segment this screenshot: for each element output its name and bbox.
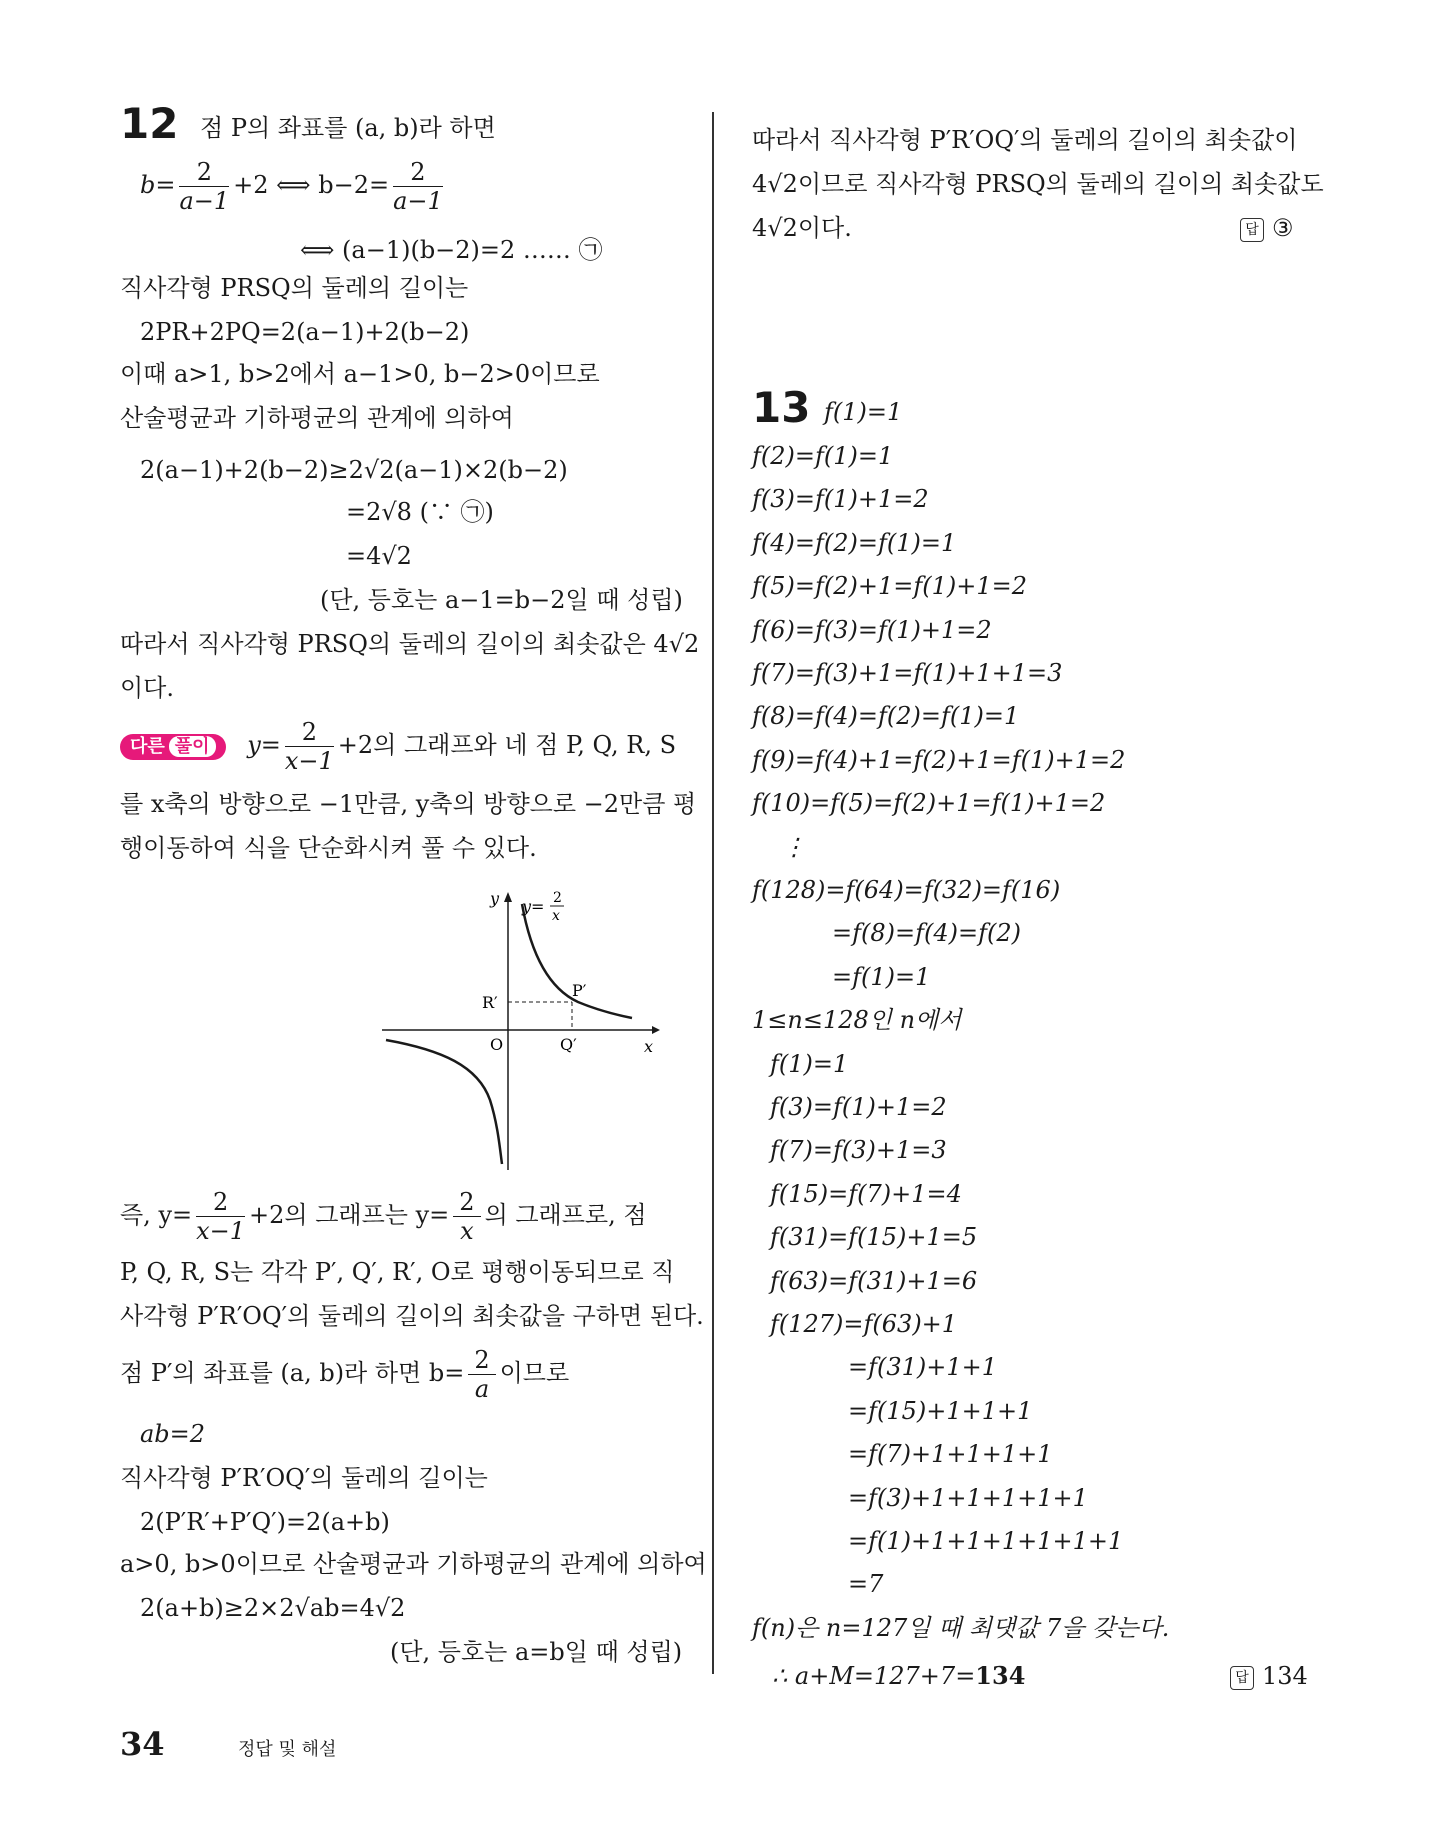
q12-perimeter: 2PR+2PQ=2(a−1)+2(b−2) <box>140 318 470 346</box>
q12-equation-1: b= $\frac{2}{a-1}$ +2 ⟺ b−2= $\frac{2}{a-1}$ <box>140 158 443 215</box>
q13-line: f(8)=f(4)=f(2)=f(1)=1 <box>752 702 1020 730</box>
fraction: $\frac{2}{x-1}$ <box>196 1188 246 1245</box>
alt-solution-badge: 다른 풀이 <box>120 734 226 760</box>
q13-line: f(5)=f(2)+1=f(1)+1=2 <box>752 572 1027 600</box>
curve-label-num: 2 <box>553 890 562 906</box>
fraction: $\frac{2}{x-1}$ <box>284 718 334 775</box>
q13-line: =f(3)+1+1+1+1+1 <box>848 1484 1088 1512</box>
translation-line: 즉, y= $\frac{2}{x-1}$ +2의 그래프는 y= $\frac{2}{x}$ 의 그래프로, 점 <box>120 1188 647 1245</box>
q12-inequality-3: =4√2 <box>346 542 412 570</box>
question-12-number: 12 <box>120 99 179 148</box>
x-axis-arrow <box>652 1026 660 1034</box>
y-axis-label: y <box>490 890 500 908</box>
q12-conclusion-end: 이다. <box>120 674 174 702</box>
q12-final-3: 4√2이다. <box>752 214 852 242</box>
q13-line: f(3)=f(1)+1=2 <box>752 485 929 513</box>
q13-line: =f(31)+1+1 <box>848 1353 998 1381</box>
q13-line: f(2)=f(1)=1 <box>752 442 894 470</box>
hyperbola-branch-right <box>522 904 632 1018</box>
q12-inequality: 2(a−1)+2(b−2)≥2√2(a−1)×2(b−2) <box>140 456 568 484</box>
q13-line: f(n)은 n=127일 때 최댓값 7을 갖는다. <box>752 1614 1170 1642</box>
q12-condition: 이때 a>1, b>2에서 a−1>0, b−2>0이므로 <box>120 360 600 388</box>
perimeter-text: 직사각형 P′R′OQ′의 둘레의 길이는 <box>120 1464 488 1492</box>
q13-line: 1≤n≤128인 n에서 <box>752 1006 962 1034</box>
q13-line: f(128)=f(64)=f(32)=f(16) <box>752 876 1061 904</box>
x-axis-label: x <box>644 1037 654 1056</box>
p-prime-label: P′ <box>572 981 587 1000</box>
alt-text-1: 를 x축의 방향으로 −1만큼, y축의 방향으로 −2만큼 평 <box>120 790 697 818</box>
q12-answer: 답 ③ <box>1240 212 1294 244</box>
q12-equality-note: (단, 등호는 a−1=b−2일 때 성립) <box>320 586 683 614</box>
q12-final-2: 4√2이므로 직사각형 PRSQ의 둘레의 길이의 최솟값도 <box>752 170 1324 198</box>
q13-line: f(31)=f(15)+1=5 <box>770 1223 978 1251</box>
q13-line: f(7)=f(3)+1=f(1)+1+1=3 <box>752 659 1063 687</box>
fraction: $\frac{2}{a}$ <box>468 1346 495 1403</box>
fraction: $\frac{2}{a-1}$ <box>179 158 230 215</box>
translation-text-1: P, Q, R, S는 각각 P′, Q′, R′, O로 평행이동되므로 직 <box>120 1258 675 1286</box>
q13-line: f(9)=f(4)+1=f(2)+1=f(1)+1=2 <box>752 746 1126 774</box>
q13-answer: 답 134 <box>1230 1660 1308 1692</box>
q13-line: =f(7)+1+1+1+1 <box>848 1440 1053 1468</box>
alt-solution-line: 다른 풀이 y= $\frac{2}{x-1}$ +2의 그래프와 네 점 P, Q, R, S <box>120 718 676 778</box>
answer-icon: 답 <box>1240 218 1264 242</box>
equality-note-2: (단, 등호는 a=b일 때 성립) <box>390 1638 683 1666</box>
q13-line: f(15)=f(7)+1=4 <box>770 1180 962 1208</box>
q12-equation-2: ⟺ (a−1)(b−2)=2 …… ㉠ <box>300 236 603 264</box>
ab-equation: ab=2 <box>140 1420 206 1448</box>
curve-label-den: x <box>552 908 560 924</box>
translation-text-2: 사각형 P′R′OQ′의 둘레의 길이의 최솟값을 구하면 된다. <box>120 1302 704 1330</box>
hyperbola-branch-left <box>386 1040 502 1164</box>
page-number: 34 <box>120 1725 165 1763</box>
q13-line: =7 <box>848 1570 884 1598</box>
answer-icon: 답 <box>1230 1666 1254 1690</box>
q13-final: ∴ a+M=127+7=134 <box>772 1661 1026 1690</box>
q12-text: 직사각형 PRSQ의 둘레의 길이는 <box>120 274 469 302</box>
q13-line: =f(15)+1+1+1 <box>848 1397 1033 1425</box>
am-gm-inequality: 2(a+b)≥2×2√ab=4√2 <box>140 1594 406 1622</box>
q-prime-label: Q′ <box>560 1035 577 1054</box>
am-gm-condition: a>0, b>0이므로 산술평균과 기하평균의 관계에 의하여 <box>120 1550 707 1578</box>
fraction: $\frac{2}{x}$ <box>453 1188 480 1245</box>
fraction: $\frac{2}{a-1}$ <box>393 158 443 215</box>
column-divider <box>712 112 714 1674</box>
q12-final-1: 따라서 직사각형 P′R′OQ′의 둘레의 길이의 최솟값이 <box>752 126 1298 154</box>
q13-line: f(1)=1 <box>770 1050 849 1078</box>
y-axis-arrow <box>504 892 512 902</box>
q12-intro: 점 P의 좌표를 (a, b)라 하면 <box>200 114 496 142</box>
q13-line: f(127)=f(63)+1 <box>770 1310 958 1338</box>
q13-line: =f(1)+1+1+1+1+1+1 <box>848 1527 1124 1555</box>
q13-line: f(4)=f(2)=f(1)=1 <box>752 529 957 557</box>
q13-line: f(63)=f(31)+1=6 <box>770 1267 978 1295</box>
perimeter-equation: 2(P′R′+P′Q′)=2(a+b) <box>140 1508 390 1536</box>
q13-line: ⋮ <box>782 833 806 861</box>
q13-line: f(7)=f(3)+1=3 <box>770 1136 947 1164</box>
r-prime-label: R′ <box>482 993 498 1012</box>
origin-label: O <box>490 1035 504 1054</box>
q12-conclusion: 따라서 직사각형 PRSQ의 둘레의 길이의 최솟값은 4√2 <box>120 630 700 658</box>
q12-inequality-2: =2√8 (∵ ㉠) <box>346 498 494 526</box>
footer-section: 정답 및 해설 <box>238 1739 337 1760</box>
q13-line: =f(1)=1 <box>832 963 931 991</box>
alt-text-2: 행이동하여 식을 단순화시켜 풀 수 있다. <box>120 834 537 862</box>
q13-line: f(10)=f(5)=f(2)+1=f(1)+1=2 <box>752 789 1106 817</box>
q13-first-line: f(1)=1 <box>824 398 903 426</box>
question-13-number: 13 <box>752 383 811 432</box>
q13-line: f(6)=f(3)=f(1)+1=2 <box>752 616 992 644</box>
hyperbola-graph <box>382 890 662 1170</box>
q13-line: f(3)=f(1)+1=2 <box>770 1093 947 1121</box>
q12-am-gm: 산술평균과 기하평균의 관계에 의하여 <box>120 404 514 432</box>
point-coordinate-line: 점 P′의 좌표를 (a, b)라 하면 b= $\frac{2}{a}$ 이므로 <box>120 1346 570 1403</box>
curve-label-pre: y= <box>522 897 545 916</box>
q13-line: =f(8)=f(4)=f(2) <box>832 919 1021 947</box>
